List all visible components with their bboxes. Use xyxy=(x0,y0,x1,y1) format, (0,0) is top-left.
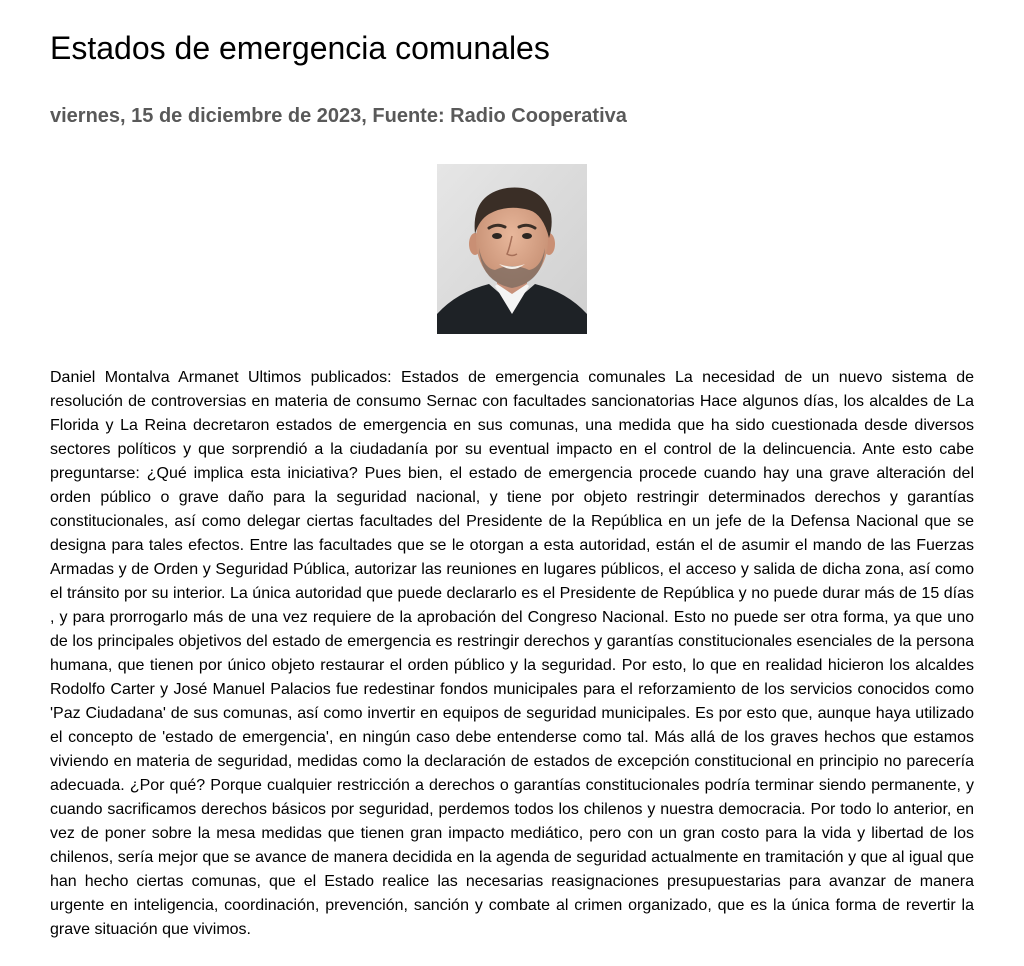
article-title: Estados de emergencia comunales xyxy=(50,30,550,66)
article-body: Daniel Montalva Armanet Ultimos publicados: Estados de emergencia comunales La necesidad de un nuevo sistema de resolución de controversias en materia de consumo Sernac con facultades sancionatorias Hace algunos días, los alcaldes de La Florida y La Reina decretaron estados de emergencia en sus comunas, una medida que ha sido cuestionada desde diversos sectores políticos y que sorprendió a la ciudadanía por su eventual impacto en el control de la delincuencia. Ante esto cabe preguntarse: ¿Qué implica esta iniciativa? Pues bien, el estado de emergencia procede cuando hay una grave alteración del orden público o grave daño para la seguridad nacional, y tiene por objeto restringir determinados derechos y garantías constitucionales, así como delegar ciertas facultades del Presidente de la República en un jefe de la Defensa Nacional que se designa para tales efectos. Entre las facultades que se le otorgan a esta autoridad, están el de asumir el mando de las Fuerzas Armadas y de Orden y Seguridad Pública, autorizar las reuniones en lugares públicos, el acceso y salida de dicha zona, así como el tránsito por su interior. La única autoridad que puede declararlo es el Presidente de República y no puede durar más de 15 días , y para prorrogarlo más de una vez requiere de la aprobación del Congreso Nacional. Esto no puede ser otra forma, ya que uno de los principales objetivos del estado de emergencia es restringir derechos y garantías constitucionales esenciales de la persona humana, que tienen por único objeto restaurar el orden público y la seguridad. Por esto, lo que en realidad hicieron los alcaldes Rodolfo Carter y José Manuel Palacios fue redestinar fondos municipales para el reforzamiento de los servicios conocidos como 'Paz Ciudadana' de sus comunas, así como invertir en equipos de seguridad municipales. Es por esto que, aunque haya utilizado el concepto de 'estado de emergencia', en ningún caso debe entenderse como tal. Más allá de los graves hechos que estamos viviendo en materia de seguridad, medidas como la declaración de estados de excepción constitucional en principio no parecería adecuada. ¿Por qué? Porque cualquier restricción a derechos o garantías constitucionales podría terminar siendo permanente, y cuando sacrificamos derechos básicos por seguridad, perdemos todos los chilenos y nuestra democracia. Por todo lo anterior, en vez de poner sobre la mesa medidas que tienen gran impacto mediático, pero con un gran costo para la vida y libertad de los chilenos, sería mejor que se avance de manera decidida en la agenda de seguridad actualmente en tramitación y que al igual que han hecho ciertas comunas, que el Estado realice las necesarias reasignaciones presupuestarias para avanzar de manera urgente en inteligencia, coordinación, prevención, sanción y combate al crimen organizado, que es la única forma de revertir la grave situación que vivimos. xyxy=(50,369,974,938)
article-page xyxy=(50,0,974,942)
author-photo-container xyxy=(50,164,974,334)
author-photo xyxy=(437,164,587,334)
article-meta: viernes, 15 de diciembre de 2023, Fuente: Radio Cooperativa xyxy=(50,105,627,127)
